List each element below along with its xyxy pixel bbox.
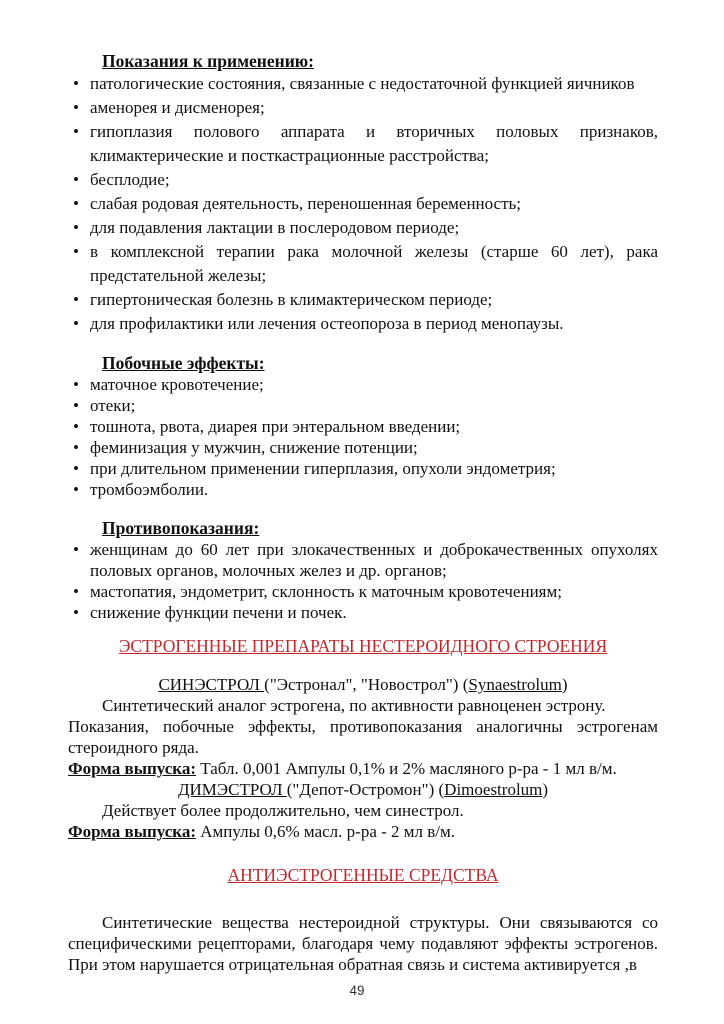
synestrol-aliases: ("Эстронал", "Новострол") ( <box>264 675 469 694</box>
bullet-icon: • <box>73 540 79 559</box>
synestrol-description-1: Синтетический аналог эстрогена, по активности равноценен эстрону. <box>102 696 606 715</box>
synestrol-title <box>68 674 658 695</box>
list-item: • в комплексной терапии рака молочной железы (старше 60 лет), рака предстательной железы; <box>68 240 658 288</box>
bullet-icon: • <box>73 314 79 333</box>
dimestrol-name: ДИМЭСТРОЛ <box>177 780 287 799</box>
list-item: • бесплодие; <box>68 168 658 192</box>
list-item: • гипертоническая болезнь в климактерическом периоде; <box>68 288 658 312</box>
list-item: • при длительном применении гиперплазия, опухоли эндометрия; <box>68 458 658 479</box>
synestrol-close-paren: ) <box>561 675 568 694</box>
dimestrol-title <box>68 779 658 800</box>
list-item: • маточное кровотечение; <box>68 374 658 395</box>
list-item: • отеки; <box>68 395 658 416</box>
bullet-icon: • <box>73 480 79 499</box>
side-effects-heading: Побочные эффекты: <box>102 353 265 373</box>
bullet-icon: • <box>73 459 79 478</box>
side-effects-list <box>68 374 658 500</box>
bullet-icon: • <box>73 74 79 93</box>
bullet-icon: • <box>73 170 79 189</box>
dimestrol-description: Действует более продолжительно, чем синестрол. <box>102 801 464 820</box>
synestrol-latin-name: Synaestrolum <box>468 675 562 694</box>
form-label: Форма выпуска: <box>68 822 196 841</box>
bullet-icon: • <box>73 417 79 436</box>
list-item: • для профилактики или лечения остеопороза в период менопаузы. <box>68 312 658 336</box>
list-item: • для подавления лактации в послеродовом периоде; <box>68 216 658 240</box>
form-text: Ампулы 0,6% масл. р-ра - 2 мл в/м. <box>195 822 456 841</box>
bullet-icon: • <box>73 194 79 213</box>
bullet-icon: • <box>73 218 79 237</box>
form-label: Форма выпуска: <box>68 759 196 778</box>
contraindications-heading: Противопоказания: <box>102 518 260 538</box>
list-item: • тошнота, рвота, диарея при энтеральном введении; <box>68 416 658 437</box>
bullet-icon: • <box>73 375 79 394</box>
bullet-icon: • <box>73 582 79 601</box>
list-item: • гипоплазия полового аппарата и вторичных половых признаков, климактерические и посткастрационные расстройства; <box>68 120 658 168</box>
list-item: • слабая родовая деятельность, переношенная беременность; <box>68 192 658 216</box>
antiestrogens-heading: АНТИЭСТРОГЕННЫЕ СРЕДСТВА <box>227 865 499 885</box>
bullet-icon: • <box>73 242 79 261</box>
dimestrol-aliases: ("Депот-Остромон") ( <box>286 780 445 799</box>
list-item: • феминизация у мужчин, снижение потенции; <box>68 437 658 458</box>
synestrol-form <box>68 758 658 779</box>
list-item: • женщинам до 60 лет при злокачественных и доброкачественных опухолях половых органов, молочных желез и др. органов; <box>68 539 658 581</box>
form-text: Табл. 0,001 Ампулы 0,1% и 2% масляного р-ра - 1 мл в/м. <box>195 759 617 778</box>
page-number: 49 <box>349 983 365 998</box>
dimestrol-latin-name: Dimoestrolum <box>444 780 543 799</box>
bullet-icon: • <box>73 396 79 415</box>
list-item: • аменорея и дисменорея; <box>68 96 658 120</box>
bullet-icon: • <box>73 290 79 309</box>
synestrol-name: СИНЭСТРОЛ <box>158 675 265 694</box>
synestrol-description-2: Показания, побочные эффекты, противопоказания аналогичны эстрогенам стероидного ряда. <box>68 717 658 757</box>
indications-heading: Показания к применению: <box>102 51 314 71</box>
list-item: • тромбоэмболии. <box>68 479 658 500</box>
antiestrogens-paragraph: Синтетические вещества нестероидной структуры. Они связываются со специфическими рецепторами, благодаря чему подавляют эффекты эстрогенов. При этом нарушается отрицательная обратная связь и система активируется ,в <box>68 913 658 974</box>
dimestrol-form <box>68 821 658 842</box>
nonsteroidal-estrogens-heading: ЭСТРОГЕННЫЕ ПРЕПАРАТЫ НЕСТЕРОИДНОГО СТРОЕНИЯ <box>118 636 608 656</box>
bullet-icon: • <box>73 438 79 457</box>
contraindications-list <box>68 539 658 623</box>
bullet-icon: • <box>73 98 79 117</box>
bullet-icon: • <box>73 603 79 622</box>
dimestrol-close-paren: ) <box>542 780 549 799</box>
bullet-icon: • <box>73 122 79 141</box>
indications-list <box>68 72 658 336</box>
list-item: • снижение функции печени и почек. <box>68 602 658 623</box>
list-item: • мастопатия, эндометрит, склонность к маточным кровотечениям; <box>68 581 658 602</box>
list-item: • патологические состояния, связанные с недостаточной функцией яичников <box>68 72 658 96</box>
